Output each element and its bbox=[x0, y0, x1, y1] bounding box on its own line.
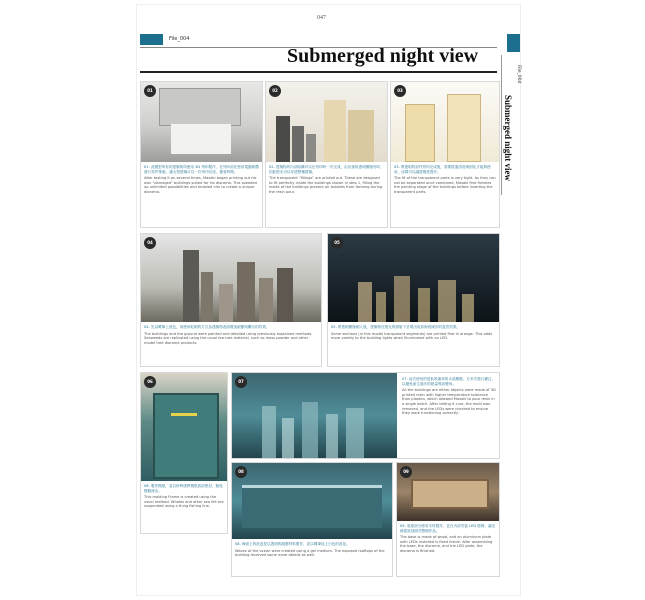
step-badge-06: 06 bbox=[144, 376, 156, 388]
step-caption-07 bbox=[402, 377, 496, 416]
step-caption-zh: 01. 此模型所有的建築物均使用 3D 列印製作，在列印前先使用電腦軟體進行零件排版，讓大型建築可以一次列印完成，節省時間。 bbox=[144, 165, 259, 174]
file-color-bar bbox=[140, 34, 163, 45]
step-card-03 bbox=[390, 81, 500, 228]
step-caption-zh: 09. 底座部分使用木材製作，並在內部安裝 LED 燈條，讓光線從底部照亮整個作品。 bbox=[400, 524, 496, 533]
step-caption-09 bbox=[400, 524, 496, 554]
step-caption-en: This molding Frame is created using the usual method. Whales and other sea life are suspended using a thing fishing line. bbox=[144, 495, 224, 509]
step-caption-zh: 02. 建築物的內部結構可以在列印時一次完成，由於採用透明樹脂列印，因此燈光可以穿透整棟建築。 bbox=[269, 165, 384, 174]
step-photo-07 bbox=[232, 373, 397, 458]
step-photo-09 bbox=[397, 463, 499, 521]
step-caption-en: The base is made of wood, and an aluminum plate with LEDs installed is fixed inside. After assembling the base, the diorama, and the LED plate, the diorama is finished. bbox=[400, 535, 493, 553]
page-title: Submerged night view bbox=[287, 45, 479, 67]
step-caption-08 bbox=[235, 542, 389, 558]
step-badge-07: 07 bbox=[235, 376, 247, 388]
step-card-05 bbox=[327, 233, 500, 367]
side-title: Submerged night view bbox=[503, 95, 513, 182]
page-number: 047 bbox=[317, 15, 326, 21]
step-badge-04: 04 bbox=[144, 237, 156, 249]
step-badge-02: 02 bbox=[269, 85, 281, 97]
side-rule bbox=[501, 55, 502, 195]
step-card-02 bbox=[265, 81, 388, 228]
step-card-01 bbox=[140, 81, 263, 228]
title-rule bbox=[140, 71, 497, 73]
step-photo-03 bbox=[391, 82, 499, 162]
step-caption-en: The fit of the transparent parts is very tight. As they can not be separated once combined, Masaki first finishes the painting stage of the buildings before inserting the transparent parts. bbox=[394, 176, 496, 194]
step-photo-04 bbox=[141, 234, 321, 322]
step-card-09 bbox=[396, 462, 500, 577]
step-badge-08: 08 bbox=[235, 466, 247, 478]
magazine-page bbox=[137, 5, 520, 595]
step-photo-01 bbox=[141, 82, 262, 162]
step-caption-zh: 07. 這次使用的是低收縮率的水晶樹脂，分多次進行灌注，以避免產生過多的熱量導致變形。 bbox=[402, 377, 496, 386]
step-caption-en: Some sections (in this model transparent segments) are printed first in orange. This adds more variety to the building lights when illuminated with an LED. bbox=[331, 331, 493, 341]
step-card-06 bbox=[140, 372, 228, 534]
step-caption-en: The buildings and the ground were painted and detailed using previously explained methods. Seaweeds are replicated using the usual tea-tree material, such as moss powder and other model tree diorama products. bbox=[144, 331, 313, 345]
step-caption-en: All the buildings are either objects were made of 3D printed resin with higher temperature tolerance than plastics, which allowed Masaki to pour resin in a single batch. After letting it cure, the mold was removed, and the LEDs were checked to ensure they were functioning correctly. bbox=[402, 388, 496, 416]
side-file-label: File_004 bbox=[516, 65, 521, 84]
step-caption-05 bbox=[331, 325, 496, 341]
step-caption-06 bbox=[144, 484, 224, 509]
step-photo-02 bbox=[266, 82, 387, 162]
step-badge-03: 03 bbox=[394, 85, 406, 97]
file-label: File_004 bbox=[169, 36, 190, 42]
step-badge-05: 05 bbox=[331, 237, 343, 249]
step-badge-01: 01 bbox=[144, 85, 156, 97]
step-caption-en: The transparent "fillings" are printed out. These are designed to fit perfectly inside the buildings shown in step 1, filling the inside of the buildings prevent air bubbles from forming during the resin pour. bbox=[269, 176, 383, 194]
step-photo-05 bbox=[328, 234, 499, 322]
step-caption-zh: 05. 將透明樹脂倒入後，建築物在燈光的照射下呈現出宛如海底城市的夜景效果。 bbox=[331, 325, 461, 329]
step-badge-09: 09 bbox=[400, 466, 412, 478]
step-caption-zh: 08. 海面上的波浪是以透明的凝膠材料製作，並以噴筆加上白色的浪花。 bbox=[235, 542, 350, 546]
step-caption-04 bbox=[144, 325, 318, 345]
step-caption-02 bbox=[269, 165, 384, 195]
step-caption-zh: 03. 將透明的部件列印完成後，需要經過清洗與固化才能夠使用，這樣可以讓透明度提升。 bbox=[394, 165, 491, 174]
step-card-04 bbox=[140, 233, 322, 367]
step-caption-03 bbox=[394, 165, 496, 195]
step-caption-en: After testing it on several times, Masaki began printing out his own "damaged" buildings suited for his diorama. This speeded up unlimited possibilities and enabled him to create a unique diorama. bbox=[144, 176, 257, 194]
step-caption-zh: 06. 製作模框，並以矽利康將模框底部密封，避免樹脂流出。 bbox=[144, 484, 223, 493]
step-caption-en: Waves of the ocean were created using a gel medium. The exposed rooftops of the building received some more details as well. bbox=[235, 548, 385, 558]
side-color-tab bbox=[507, 34, 520, 52]
step-caption-01 bbox=[144, 165, 259, 195]
step-photo-08 bbox=[232, 463, 392, 539]
step-card-07 bbox=[231, 372, 500, 459]
step-card-08 bbox=[231, 462, 393, 577]
step-photo-06 bbox=[141, 373, 227, 481]
step-caption-zh: 04. 先以噴筆上底色，再使用乾刷的方式為建築物表面增加細節與髒污的效果。 bbox=[144, 325, 270, 329]
